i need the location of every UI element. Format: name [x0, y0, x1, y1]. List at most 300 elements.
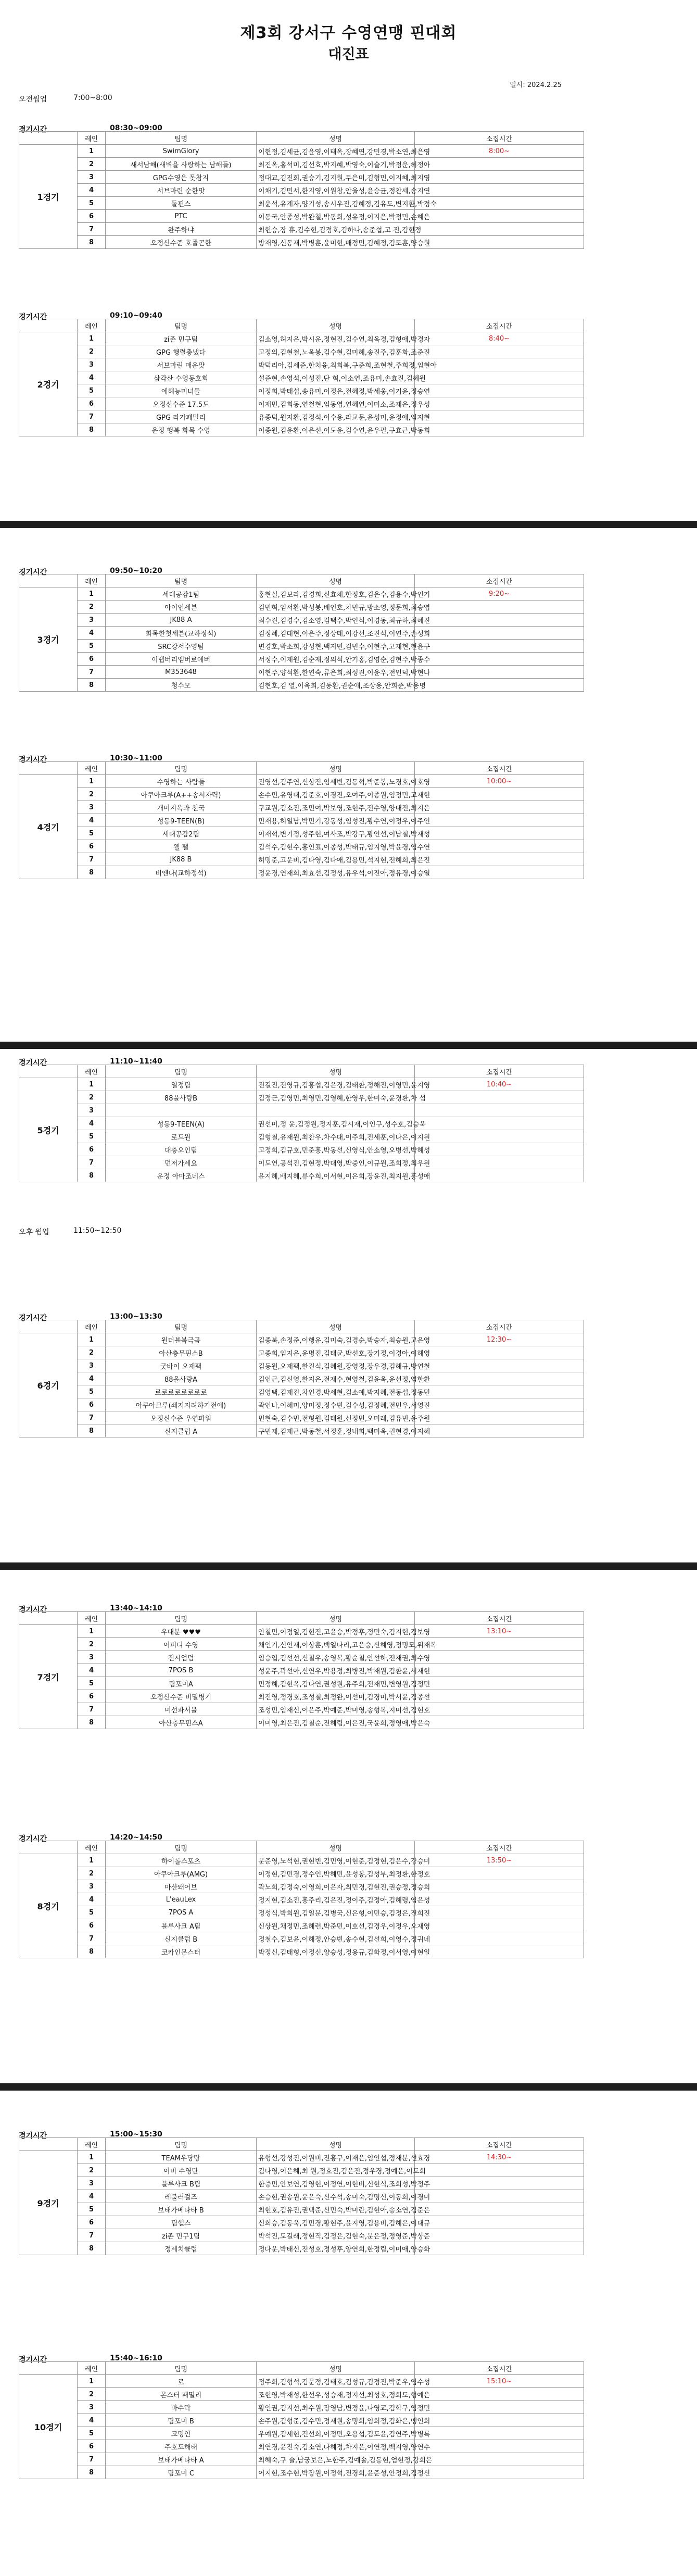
lane-row	[19, 2427, 584, 2440]
lane-number: 6	[78, 2440, 106, 2453]
call-time	[415, 2388, 584, 2401]
swimmer-names: 우예원,김세현,건선희,이정민,오용섭,김도윤,김연주,박병록	[257, 2427, 415, 2440]
lane-number: 4	[78, 184, 106, 197]
lane-row	[19, 1677, 584, 1690]
header-team: 팀명	[106, 1065, 257, 1078]
team-name: 로	[106, 2375, 257, 2388]
swimmer-names: 박정신,김태형,이정신,양승성,정용규,김화정,이서영,이현일	[257, 1945, 415, 1958]
lane-row	[19, 1130, 584, 1143]
heat-header-blank	[19, 574, 78, 587]
call-time	[415, 1359, 584, 1372]
header-call: 소집시간	[415, 319, 584, 332]
heat-time-label: 경기시간	[19, 568, 47, 577]
lane-row	[19, 184, 584, 197]
lane-number: 3	[78, 171, 106, 184]
call-time	[415, 614, 584, 627]
team-name	[106, 1104, 257, 1117]
header-team: 팀명	[106, 132, 257, 145]
call-time	[415, 210, 584, 223]
team-name: 오정신수준 17.5도	[106, 397, 257, 410]
heat-header-blank	[19, 2362, 78, 2375]
lane-row	[19, 2440, 584, 2453]
team-name: GPG 행렬총냈다	[106, 345, 257, 358]
heat-table	[19, 319, 584, 436]
call-time	[415, 1398, 584, 1411]
swimmer-names: 서정수,이재원,김순재,정의석,안기홍,김영순,김현주,박종수	[257, 653, 415, 666]
team-name: 서브마린 순한맛	[106, 184, 257, 197]
call-time	[415, 171, 584, 184]
team-name: 코카인몬스터	[106, 1945, 257, 1958]
swimmer-names: 김석수,김현수,홍인표,이종성,박태규,임지영,박윤경,임수연	[257, 840, 415, 853]
lane-number: 4	[78, 1664, 106, 1677]
header-names: 성명	[257, 574, 415, 587]
team-name: 굿바이 오재팩	[106, 1359, 257, 1372]
lane-number: 2	[78, 2164, 106, 2177]
lane-number: 3	[78, 1359, 106, 1372]
heat-label: 6경기	[19, 1333, 78, 1437]
swimmer-names: 손수민,유영대,김준호,이경진,오여주,이종원,임정민,고재현	[257, 788, 415, 801]
swimmer-names: 김동원,오재팩,한진식,김혜원,장영정,장우경,김해규,방연철	[257, 1359, 415, 1372]
team-name: 서브마린 매운맛	[106, 358, 257, 371]
lane-number: 6	[78, 1143, 106, 1156]
call-time	[415, 2164, 584, 2177]
swimmer-names: 전길진,전영규,김홍섭,김은경,김태환,정해진,이영민,윤지영	[257, 1078, 415, 1091]
lane-number: 8	[78, 1169, 106, 1182]
call-time	[415, 1690, 584, 1703]
header-call: 소집시간	[415, 1841, 584, 1854]
lane-number: 4	[78, 814, 106, 827]
call-time: 8:00~	[415, 145, 584, 158]
team-name: 개미지옥과 천국	[106, 801, 257, 814]
call-time	[415, 601, 584, 614]
team-name: 진시엄덤	[106, 1651, 257, 1664]
header-lane: 레인	[78, 319, 106, 332]
team-name: 웰 팰	[106, 840, 257, 853]
team-name: M353648	[106, 666, 257, 679]
swimmer-names: 김현호,김 열,이옥희,김동환,권순애,조상용,안희준,박용명	[257, 679, 415, 692]
call-time	[415, 397, 584, 410]
call-time	[415, 801, 584, 814]
lane-row	[19, 840, 584, 853]
call-time	[415, 853, 584, 866]
team-name: 보태가베나타 B	[106, 2203, 257, 2216]
lane-row	[19, 1346, 584, 1359]
heat-time: 13:00~13:30	[110, 1312, 162, 1321]
lane-row	[19, 197, 584, 210]
header-call: 소집시간	[415, 1320, 584, 1333]
lane-row	[19, 1359, 584, 1372]
call-time	[415, 2414, 584, 2427]
lane-row	[19, 827, 584, 840]
team-name: SwimGlory	[106, 145, 257, 158]
call-time: 10:00~	[415, 775, 584, 788]
heat-header-blank	[19, 762, 78, 775]
heat-header-blank	[19, 1612, 78, 1625]
page-title: 제3회 강서구 수영연맹 핀대회	[240, 24, 457, 42]
swimmer-names: 안철민,이정일,김현진,고윤승,박정후,정민숙,김지현,김보영	[257, 1625, 415, 1638]
swimmer-names: 방재영,신동재,박병훈,윤미현,배정민,김혜정,김도훈,양승원	[257, 236, 415, 249]
lane-number: 2	[78, 1867, 106, 1880]
lane-row	[19, 158, 584, 171]
swimmer-names: 김정근,김영민,최영민,김영혜,한영우,한미숙,윤경환,차 섬	[257, 1091, 415, 1104]
afternoon-warmup	[19, 1227, 122, 1237]
lane-number: 2	[78, 788, 106, 801]
header-call: 소집시간	[415, 132, 584, 145]
swimmer-names: 고정희,김규호,민준홍,박동선,신영식,안소영,오병선,박혜성	[257, 1143, 415, 1156]
lane-number: 3	[78, 358, 106, 371]
swimmer-names	[257, 1104, 415, 1117]
lane-row	[19, 1169, 584, 1182]
swimmer-names: 정대교,김진희,권승기,김지원,두은미,김형민,이지혜,최지영	[257, 171, 415, 184]
team-name: 대충오인팀	[106, 1143, 257, 1156]
lane-row	[19, 171, 584, 184]
lane-row	[19, 2177, 584, 2190]
swimmer-names: 최현승,장 휴,김수현,김정호,김하나,송준섭,고 진,김현정	[257, 223, 415, 236]
lane-number: 8	[78, 1424, 106, 1437]
header-names: 성명	[257, 2138, 415, 2151]
lane-row	[19, 410, 584, 423]
header-team: 팀명	[106, 2138, 257, 2151]
swimmer-names: 최수진,김경수,김소영,김택수,박인식,이경동,최규하,최혜진	[257, 614, 415, 627]
call-time	[415, 236, 584, 249]
heat-header-row	[19, 1841, 584, 1854]
heat-time-label: 경기시간	[19, 1835, 47, 1843]
lane-number: 1	[78, 332, 106, 345]
lane-number: 8	[78, 1945, 106, 1958]
call-time	[415, 158, 584, 171]
heat-time: 08:30~09:00	[110, 124, 162, 132]
swimmer-names: 김종북,손정준,이행운,김미숙,김경순,박승자,최승원,고은영	[257, 1333, 415, 1346]
lane-row	[19, 1104, 584, 1117]
lane-number: 6	[78, 210, 106, 223]
swimmer-names: 한중민,안보연,김영현,이정연,이현비,신현식,조희성,박정주	[257, 2177, 415, 2190]
lane-number: 2	[78, 2388, 106, 2401]
team-name: PTC	[106, 210, 257, 223]
call-time	[415, 223, 584, 236]
call-time	[415, 2427, 584, 2440]
team-name: 로로로로로로로로	[106, 1385, 257, 1398]
team-name: 어퍼디 수영	[106, 1638, 257, 1651]
heat-header-row	[19, 2138, 584, 2151]
heat-time-label: 경기시간	[19, 126, 47, 134]
heat-time: 13:40~14:10	[110, 1604, 162, 1612]
lane-row	[19, 371, 584, 384]
lane-row	[19, 423, 584, 436]
header-names: 성명	[257, 1320, 415, 1333]
team-name: 보태가베나타 A	[106, 2453, 257, 2466]
lane-number: 1	[78, 587, 106, 601]
call-time	[415, 666, 584, 679]
call-time	[415, 384, 584, 397]
lane-row	[19, 1703, 584, 1716]
lane-number: 4	[78, 1117, 106, 1130]
swimmer-names: 구민재,김재근,박동철,서정훈,정내희,백미옥,권현경,이지혜	[257, 1424, 415, 1437]
lane-row	[19, 1385, 584, 1398]
swimmer-names: 이정현,김민경,정수인,박혜민,윤성봉,김성부,최정환,한정호	[257, 1867, 415, 1880]
lane-row	[19, 666, 584, 679]
lane-row	[19, 2375, 584, 2388]
lane-number: 7	[78, 2453, 106, 2466]
header-call: 소집시간	[415, 2138, 584, 2151]
lane-row	[19, 223, 584, 236]
heat-time-label: 경기시간	[19, 2356, 47, 2364]
swimmer-names: 신희승,김동욱,김민경,황현주,윤지영,김용비,김헤은,이대규	[257, 2216, 415, 2229]
heat-table	[19, 1841, 584, 1958]
lane-number: 2	[78, 601, 106, 614]
call-time	[415, 2440, 584, 2453]
heat-table	[19, 761, 584, 879]
call-time	[415, 1091, 584, 1104]
team-name: 성동9-TEEN(B)	[106, 814, 257, 827]
lane-number: 8	[78, 866, 106, 879]
lane-number: 5	[78, 827, 106, 840]
team-name: 신지클럽 A	[106, 1424, 257, 1437]
team-name: 아쿠아크루(A++송서자력)	[106, 788, 257, 801]
heat-label: 1경기	[19, 145, 78, 249]
lane-row	[19, 1091, 584, 1104]
lane-row	[19, 1867, 584, 1880]
team-name: 열정팀	[106, 1078, 257, 1091]
team-name: 아쿠아크루(AMG)	[106, 1867, 257, 1880]
heat-label: 7경기	[19, 1625, 78, 1729]
lane-row	[19, 788, 584, 801]
swimmer-names: 조성민,임재신,이은주,박예준,박미영,송형복,지미선,김현호	[257, 1703, 415, 1716]
team-name: 먼저가세요	[106, 1156, 257, 1169]
call-time	[415, 679, 584, 692]
call-time	[415, 1169, 584, 1182]
lane-number: 4	[78, 1372, 106, 1385]
heat-header-blank	[19, 132, 78, 145]
lane-number: 1	[78, 1854, 106, 1867]
team-name: 아이언세븐	[106, 601, 257, 614]
header-names: 성명	[257, 1065, 415, 1078]
team-name: 마산돼어브	[106, 1880, 257, 1893]
header-call: 소집시간	[415, 574, 584, 587]
lane-number: 4	[78, 627, 106, 640]
heat-header-blank	[19, 319, 78, 332]
swimmer-names: 정주희,김형석,김문정,김태호,김성규,김정진,박준우,임수성	[257, 2375, 415, 2388]
call-time	[415, 345, 584, 358]
sheet-divider	[0, 521, 697, 528]
call-time	[415, 1638, 584, 1651]
swimmer-names: 이미영,최은진,김철순,전혜림,이은진,국윤희,정영애,박은숙	[257, 1716, 415, 1729]
team-name: 새서남해(새벽을 사랑하는 남해들)	[106, 158, 257, 171]
header-names: 성명	[257, 1612, 415, 1625]
team-name: 오정신수준 우연파워	[106, 1411, 257, 1424]
team-name: 우대분 ♥♥♥	[106, 1625, 257, 1638]
call-time: 12:30~	[415, 1333, 584, 1346]
call-time	[415, 1945, 584, 1958]
team-name: 몬스터 패밀리	[106, 2388, 257, 2401]
swimmer-names: 정다운,박태신,전성호,정성후,양연희,한정림,이미애,양승화	[257, 2242, 415, 2255]
header-lane: 레인	[78, 574, 106, 587]
team-name: 세대공감2팀	[106, 827, 257, 840]
team-name: 주호도해태	[106, 2440, 257, 2453]
swimmer-names: 이동국,안종성,박완철,박동희,성유정,이지은,박정민,손혜은	[257, 210, 415, 223]
team-name: 수영하는 사람들	[106, 775, 257, 788]
heat-time: 09:50~10:20	[110, 567, 162, 575]
swimmer-names: 곽인나,이혜미,양미정,정수빈,김수성,김정혜,전민우,서영진	[257, 1398, 415, 1411]
call-time	[415, 184, 584, 197]
lane-row	[19, 1945, 584, 1958]
call-time	[415, 1932, 584, 1945]
sheet-divider	[0, 1042, 697, 1049]
lane-number: 6	[78, 840, 106, 853]
lane-row	[19, 384, 584, 397]
heat-table	[19, 1611, 584, 1729]
call-time	[415, 2203, 584, 2216]
call-time	[415, 1906, 584, 1919]
team-name: zi존 민구팀	[106, 332, 257, 345]
swimmer-names: 이현정,김세균,김윤영,이태옥,장혜연,강민경,박소연,최은영	[257, 145, 415, 158]
team-name: 팀포미A	[106, 1677, 257, 1690]
lane-row	[19, 345, 584, 358]
lane-row	[19, 2414, 584, 2427]
lane-row	[19, 1156, 584, 1169]
lane-number: 4	[78, 2414, 106, 2427]
heat-time-label: 경기시간	[19, 1606, 47, 1614]
call-time	[415, 1156, 584, 1169]
swimmer-names: 홍현실,김보라,김경희,신효채,한정호,김은수,김용수,박인기	[257, 587, 415, 601]
call-time	[415, 1411, 584, 1424]
team-name: 이랩버리엠버로에버	[106, 653, 257, 666]
sheet-divider	[0, 2083, 697, 2091]
lane-row	[19, 332, 584, 345]
lane-row	[19, 1906, 584, 1919]
team-name: SRC강서수영팀	[106, 640, 257, 653]
call-time	[415, 653, 584, 666]
lane-number: 7	[78, 1932, 106, 1945]
header-lane: 레인	[78, 2362, 106, 2375]
lane-number: 2	[78, 1346, 106, 1359]
swimmer-names: 정윤경,연재희,최효선,김정성,유우석,이진아,정유경,이승열	[257, 866, 415, 879]
heat-time: 10:30~11:00	[110, 754, 162, 762]
call-time	[415, 1893, 584, 1906]
call-time	[415, 371, 584, 384]
swimmer-names: 임승엽,김선선,신철우,송영복,황순철,안선하,전재권,최수영	[257, 1651, 415, 1664]
team-name: 에헤능미녀들	[106, 384, 257, 397]
call-time	[415, 1919, 584, 1932]
header-team: 팀명	[106, 1612, 257, 1625]
call-time	[415, 2401, 584, 2414]
lane-number: 1	[78, 2151, 106, 2164]
header-names: 성명	[257, 132, 415, 145]
swimmer-names: 문준영,노석현,권현빈,김민영,이현준,김정현,김은수,강승미	[257, 1854, 415, 1867]
call-time	[415, 2177, 584, 2190]
heat-label: 8경기	[19, 1854, 78, 1958]
team-name: 팀포미 B	[106, 2414, 257, 2427]
team-name: 블루사크 A팀	[106, 1919, 257, 1932]
swimmer-names: 민정혜,김현옥,김나연,권성원,유주희,전재민,변영원,김정민	[257, 1677, 415, 1690]
warmup-time: 7:00~8:00	[73, 94, 112, 102]
team-name: 정세치클럽	[106, 2242, 257, 2255]
swimmer-names: 김나영,이은혜,최 원,정효진,김은진,정우경,정예은,이도희	[257, 2164, 415, 2177]
call-time	[415, 2190, 584, 2203]
swimmer-names: 이도연,공석진,김현정,박대영,박중인,이규원,조희정,최우원	[257, 1156, 415, 1169]
swimmer-names: 구교원,김소진,조민여,박보영,조현주,전수영,양대진,최지은	[257, 801, 415, 814]
lane-row	[19, 1690, 584, 1703]
swimmer-names: 손승현,권송원,윤은숙,신수석,송미숙,김명신,이동희,이경미	[257, 2190, 415, 2203]
call-time: 13:50~	[415, 1854, 584, 1867]
heat-table	[19, 574, 584, 692]
lane-row	[19, 1333, 584, 1346]
lane-number: 6	[78, 1398, 106, 1411]
lane-row	[19, 1893, 584, 1906]
swimmer-names: 이재민,김희동,연철현,임동엽,연혜연,이미소,조재은,정우성	[257, 397, 415, 410]
lane-number: 5	[78, 1906, 106, 1919]
lane-row	[19, 1651, 584, 1664]
lane-row	[19, 2151, 584, 2164]
header-lane: 레인	[78, 1065, 106, 1078]
heat-header-row	[19, 574, 584, 587]
swimmer-names: 신상원,채정민,조혜련,박준민,이호선,김경우,이정우,오재영	[257, 1919, 415, 1932]
call-time: 8:40~	[415, 332, 584, 345]
lane-row	[19, 2216, 584, 2229]
lane-row	[19, 1880, 584, 1893]
swimmer-names: 박석진,도길래,정현직,김정은,김현숙,문은정,정영준,박상준	[257, 2229, 415, 2242]
lunch-label: 오후 웜업	[19, 1228, 49, 1236]
header-call: 소집시간	[415, 2362, 584, 2375]
lane-row	[19, 2388, 584, 2401]
header-team: 팀명	[106, 574, 257, 587]
lane-number: 5	[78, 640, 106, 653]
lane-number: 2	[78, 345, 106, 358]
swimmer-names: 이정희,박태섭,송유미,이정은,전혜정,박세웅,이기윤,정승연	[257, 384, 415, 397]
lane-number: 7	[78, 1411, 106, 1424]
lane-number: 6	[78, 1690, 106, 1703]
team-name: 원더블북극곰	[106, 1333, 257, 1346]
swimmer-names: 최연경,윤진숙,김소연,나혜정,차지은,이연정,백지영,양연수	[257, 2440, 415, 2453]
swimmer-names: 유종덕,원지환,김정석,이수용,라교문,윤성미,윤정애,임지현	[257, 410, 415, 423]
team-name: 블루사크 B팀	[106, 2177, 257, 2190]
lane-number: 3	[78, 1651, 106, 1664]
lane-row	[19, 1638, 584, 1651]
call-time: 10:40~	[415, 1078, 584, 1091]
lane-number: 1	[78, 1625, 106, 1638]
header-team: 팀명	[106, 1841, 257, 1854]
swimmer-names: 최진영,정경호,조성철,최정완,이선미,김경미,박서윤,김종선	[257, 1690, 415, 1703]
lane-number: 4	[78, 1893, 106, 1906]
heat-header-blank	[19, 1841, 78, 1854]
swimmer-names: 정철수,김보윤,이해정,안승빈,송수현,김선희,이영수,정귀네	[257, 1932, 415, 1945]
swimmer-names: 곽노희,김정숙,이영희,이은자,최민경,김현진,권승정,정승희	[257, 1880, 415, 1893]
heat-header-blank	[19, 1065, 78, 1078]
swimmer-names: 이재혁,변기정,성주현,여사조,박강구,황인선,이남철,박재성	[257, 827, 415, 840]
lane-row	[19, 679, 584, 692]
call-time	[415, 410, 584, 423]
call-time	[415, 827, 584, 840]
call-time	[415, 197, 584, 210]
lane-number: 3	[78, 1880, 106, 1893]
header-lane: 레인	[78, 762, 106, 775]
lane-row	[19, 2453, 584, 2466]
team-name: 이비 수영단	[106, 2164, 257, 2177]
team-name: 로드원	[106, 1130, 257, 1143]
header-lane: 레인	[78, 2138, 106, 2151]
team-name: 세대공감1팀	[106, 587, 257, 601]
heat-table	[19, 1065, 584, 1182]
lane-number: 5	[78, 384, 106, 397]
swimmer-names: 황인권,김지선,최수원,장영남,변정윤,나영교,김학구,임정민	[257, 2401, 415, 2414]
call-time	[415, 1677, 584, 1690]
heat-header-blank	[19, 2138, 78, 2151]
lane-row	[19, 801, 584, 814]
heat-table	[19, 2137, 584, 2255]
header-lane: 레인	[78, 1320, 106, 1333]
heat-time-label: 경기시간	[19, 313, 47, 321]
lane-row	[19, 653, 584, 666]
call-time	[415, 1880, 584, 1893]
